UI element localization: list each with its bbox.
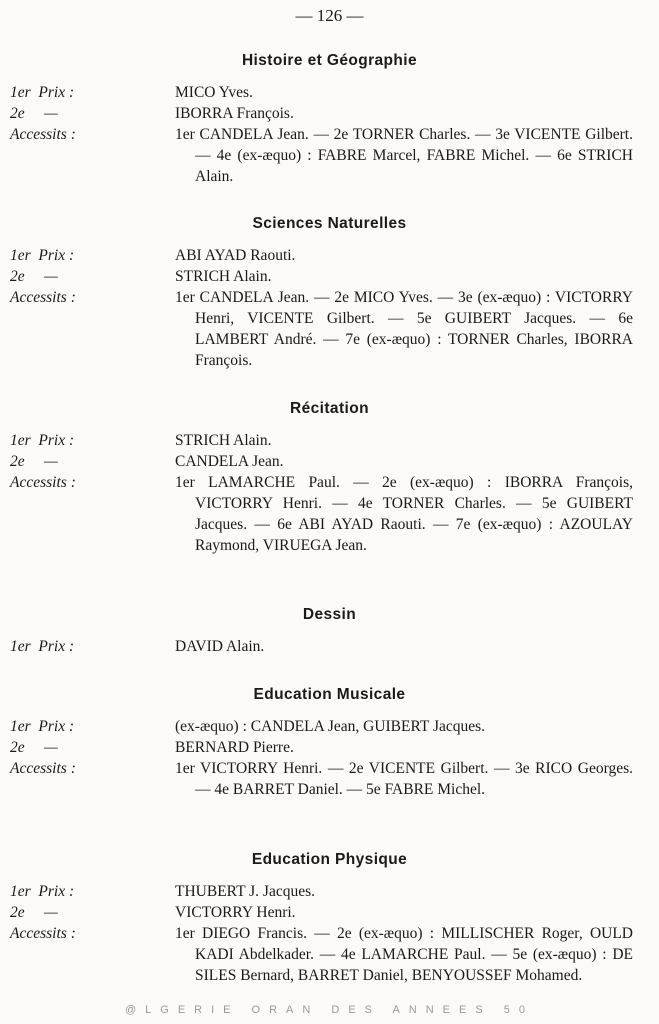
section-heading: Récitation <box>290 400 369 417</box>
award-text: MICO Yves. <box>175 84 253 101</box>
award-row <box>0 245 659 266</box>
award-label: 2e — <box>10 453 58 470</box>
award-row <box>0 103 659 124</box>
award-label: 1er Prix : <box>10 638 75 655</box>
award-text: STRICH Alain. <box>175 268 272 285</box>
award-text: CANDELA Jean. <box>175 453 284 470</box>
award-text: (ex-æquo) : CANDELA Jean, GUIBERT Jacques. <box>175 718 486 735</box>
section-sciences-naturelles <box>0 215 659 371</box>
award-label: Accessits : <box>10 925 76 942</box>
award-row <box>0 758 659 800</box>
award-label: Accessits : <box>10 760 76 777</box>
award-row <box>0 451 659 472</box>
award-label: Accessits : <box>10 126 76 143</box>
award-row <box>0 923 659 986</box>
award-label: 1er Prix : <box>10 84 75 101</box>
award-row <box>0 636 659 657</box>
section-heading: Dessin <box>302 606 357 623</box>
award-text: IBORRA François. <box>175 105 294 122</box>
section-heading: Education Physique <box>251 851 408 868</box>
section-heading: Education Musicale <box>253 686 406 703</box>
award-row <box>0 472 659 556</box>
award-label: Accessits : <box>10 289 76 306</box>
watermark: @LGERIE ORAN DES ANNEES 50 <box>124 1004 534 1016</box>
award-row <box>0 430 659 451</box>
award-text: 1er DIEGO Francis. — 2e (ex-æquo) : MILLISCHER Roger, OULD KADI Abdelkader. — 4e LAMARCHE Paul. — 5e (ex-æquo) : DE SILES Bernard, BARRET Daniel, BENYOUSSEF Mohamed. <box>175 925 633 984</box>
award-text: 1er CANDELA Jean. — 2e TORNER Charles. — 3e VICENTE Gilbert. — 4e (ex-æquo) : FABRE Marcel, FABRE Michel. — 6e STRICH Alain. <box>175 126 633 185</box>
award-row <box>0 716 659 737</box>
award-row <box>0 737 659 758</box>
award-text: VICTORRY Henri. <box>175 904 296 921</box>
award-text: BERNARD Pierre. <box>175 739 294 756</box>
section-education-musicale <box>0 686 659 800</box>
award-row <box>0 82 659 103</box>
section-heading: Histoire et Géographie <box>241 52 418 69</box>
award-text: DAVID Alain. <box>175 638 265 655</box>
award-text: 1er VICTORRY Henri. — 2e VICENTE Gilbert. — 3e RICO Georges. — 4e BARRET Daniel. — 5e FABRE Michel. <box>175 760 633 798</box>
award-label: 1er Prix : <box>10 718 75 735</box>
award-row <box>0 881 659 902</box>
award-text: ABI AYAD Raouti. <box>175 247 296 264</box>
award-text: 1er CANDELA Jean. — 2e MICO Yves. — 3e (ex-æquo) : VICTORRY Henri, VICENTE Gilbert. — 5e GUIBERT Jacques. — 6e LAMBERT André. — 7e (ex-æquo) : TORNER Charles, IBORRA François. <box>175 289 633 369</box>
award-row <box>0 287 659 371</box>
award-label: 1er Prix : <box>10 883 75 900</box>
section-education-physique <box>0 851 659 986</box>
award-label: Accessits : <box>10 474 76 491</box>
award-text: 1er LAMARCHE Paul. — 2e (ex-æquo) : IBORRA François, VICTORRY Henri. — 4e TORNER Charles. — 5e GUIBERT Jacques. — 6e ABI AYAD Raouti. — 7e (ex-æquo) : AZOULAY Raymond, VIRUEGA Jean. <box>175 474 633 554</box>
section-dessin <box>0 606 659 657</box>
award-text: STRICH Alain. <box>175 432 272 449</box>
award-text: THUBERT J. Jacques. <box>175 883 315 900</box>
award-label: 1er Prix : <box>10 247 75 264</box>
award-row <box>0 902 659 923</box>
award-label: 2e — <box>10 739 58 756</box>
page-number: — 126 — <box>295 6 364 25</box>
section-recitation <box>0 400 659 556</box>
section-histoire-geographie <box>0 52 659 187</box>
award-row <box>0 266 659 287</box>
section-heading: Sciences Naturelles <box>252 215 407 232</box>
award-row <box>0 124 659 187</box>
award-label: 2e — <box>10 268 58 285</box>
award-label: 2e — <box>10 105 58 122</box>
award-label: 1er Prix : <box>10 432 75 449</box>
award-label: 2e — <box>10 904 58 921</box>
